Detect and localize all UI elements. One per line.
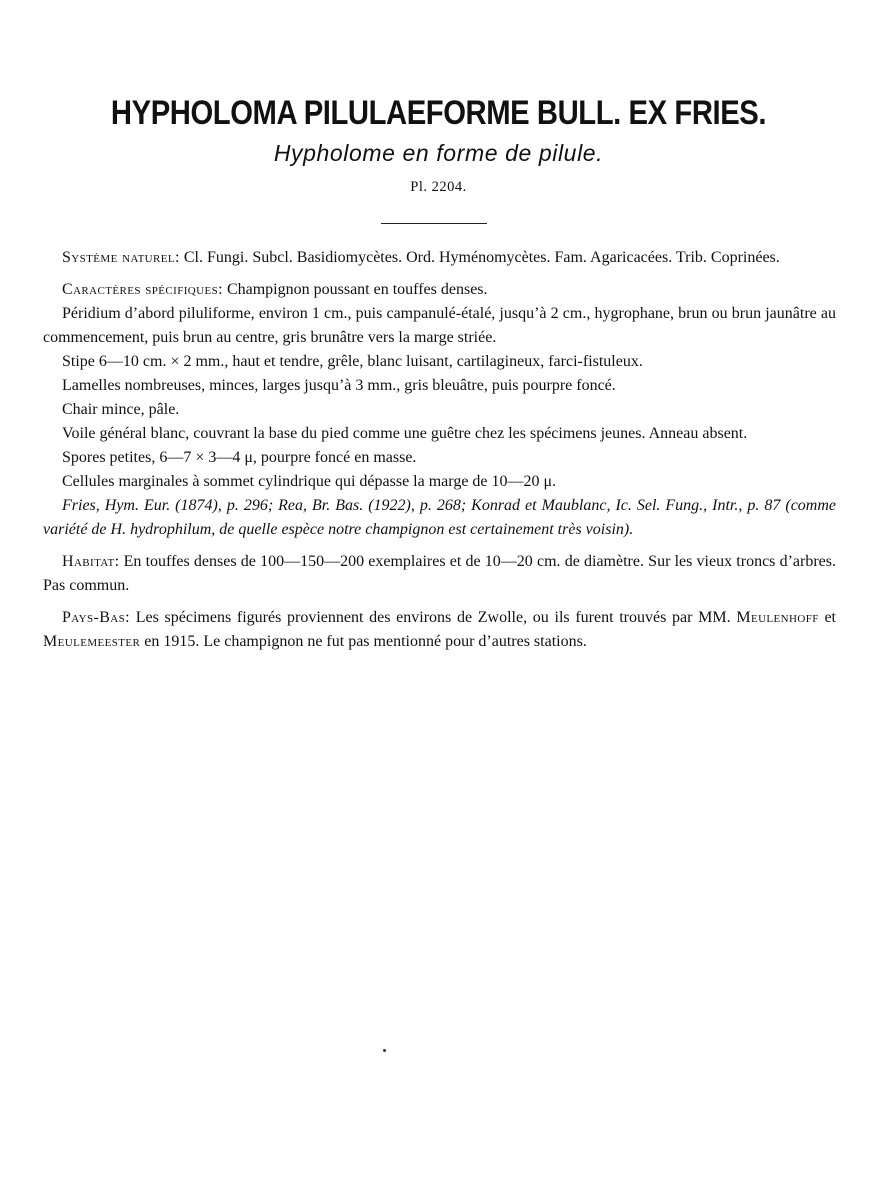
species-title: HYPHOLOMA PILULAEFORME BULL. EX FRIES. [110, 94, 767, 132]
french-name-subtitle: Hypholome en forme de pilule. [273, 140, 604, 166]
caracteres-label: Caractères spécifiques: [62, 281, 223, 298]
systeme-naturel-paragraph [43, 246, 836, 270]
collector-name-2: Meulemeester [43, 633, 141, 650]
description-body [43, 246, 836, 654]
voile-paragraph: Voile général blanc, couvrant la base du pied comme une guêtre chez les spécimens jeunes. Anneau absent. [62, 425, 748, 442]
collector-name-1: Meulenhoff [736, 609, 819, 626]
systeme-naturel-label: Système naturel: [62, 249, 180, 266]
caracteres-paragraph [43, 278, 836, 302]
chair-paragraph: Chair mince, pâle. [62, 401, 180, 418]
habitat-text: En touffes denses de 100—150—200 exemplaires et de 10—20 cm. de diamètre. Sur les vieux troncs d’arbres. Pas commun. [43, 553, 836, 594]
page-mark-dot [383, 1049, 386, 1052]
spores-paragraph: Spores petites, 6—7 × 3—4 μ, pourpre foncé en masse. [62, 449, 417, 466]
pays-bas-label: Pays-Bas: [62, 609, 131, 626]
caracteres-text: Champignon poussant en touffes denses. [222, 281, 488, 298]
pays-bas-text-1: Les spécimens figurés proviennent des environs de Zwolle, ou ils furent trouvés par MM. [130, 609, 737, 626]
references-paragraph: Fries, Hym. Eur. (1874), p. 296; Rea, Br. Bas. (1922), p. 268; Konrad et Maublanc, Ic. Sel. Fung., Intr., p. 87 (comme variété de H. hydrophilum, de quelle espèce notre champignon est certainement très voisin). [43, 497, 836, 538]
peridium-paragraph: Péridium d’abord piluliforme, environ 1 cm., puis campanulé-étalé, jusqu’à 2 cm., hygrophane, brun ou brun jaunâtre au commencement, puis brun au centre, gris brunâtre vers la marge striée. [43, 305, 836, 346]
pays-bas-text-2: et [818, 609, 837, 626]
habitat-label: Habitat: [62, 553, 120, 570]
stipe-paragraph: Stipe 6—10 cm. × 2 mm., haut et tendre, grêle, blanc luisant, cartilagineux, farci-fistuleux. [62, 353, 643, 370]
habitat-paragraph [43, 550, 836, 598]
pays-bas-paragraph [43, 606, 836, 654]
cellules-paragraph: Cellules marginales à sommet cylindrique qui dépasse la marge de 10—20 μ. [62, 473, 557, 490]
lamelles-paragraph: Lamelles nombreuses, minces, larges jusqu’à 3 mm., gris bleuâtre, puis pourpre foncé. [62, 377, 616, 394]
divider-rule [381, 223, 487, 224]
systeme-naturel-text: Cl. Fungi. Subcl. Basidiomycètes. Ord. Hyménomycètes. Fam. Agaricacées. Trib. Coprinées. [179, 249, 780, 266]
pays-bas-text-3: en 1915. Le champignon ne fut pas mentionné pour d’autres stations. [140, 633, 587, 650]
plate-number: Pl. 2204. [410, 179, 467, 195]
